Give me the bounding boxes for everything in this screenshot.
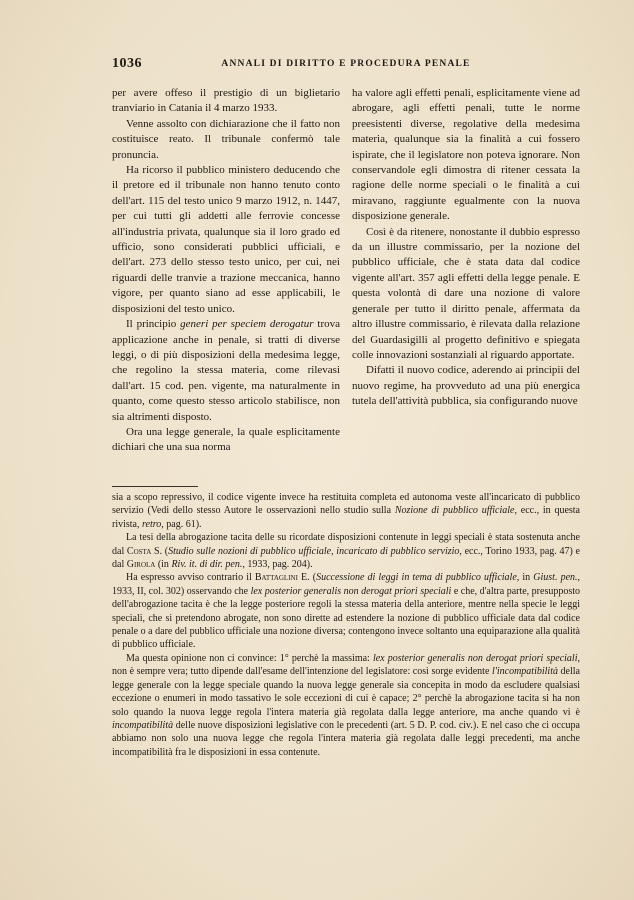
journal-citation: Giust. pen. — [533, 572, 578, 584]
latin-maxim: lex posterior generalis non derogat priori speciali — [372, 652, 578, 664]
text-italic: incompatibilità — [112, 719, 174, 731]
latin-maxim: generi per speciem derogatur — [180, 318, 314, 331]
page-number: 1036 — [112, 56, 142, 71]
page-header — [112, 56, 580, 76]
text-run: , ecc., Torino 1933, pag. 47) e dal — [112, 545, 580, 571]
paragraph: Difatti il nuovo codice, aderendo ai principii del nuovo regime, ha provveduto ad una più energica tutela dell'attività pubblica, sia configurando nuove — [352, 364, 580, 408]
text-run: , ecc., in questa rivista, — [112, 505, 580, 530]
paragraph: ha valore agli effetti penali, esplicitamente viene ad abrogare, agli effetti penali, tutte le norme preesistenti diverse, regolative della medesima materia, qualunque sia la finalità a cui fossero ispirate, che il legislatore non poteva ignorare. Non conservandole egli dimostra di ritener cessata la ragione delle norme speciali o le finalità a cui miravano, raggiunte egualmente con la nuova disposizione generale. — [352, 87, 580, 223]
text-run: , 1933, pag. 204). — [242, 559, 313, 571]
text-run: , non è sempre vera; tutto dipende dall'esame dell'intenzione del legislatore: così sorge evidente — [112, 652, 580, 678]
text-run: Ma questa opinione non ci convince: 1° perchè la massima: — [126, 652, 373, 664]
author-name: Girola — [126, 559, 156, 571]
footnote-paragraph — [112, 652, 580, 759]
text-run: delle nuove disposizioni legislative con le precedenti (art. 5 D. P. cod. civ.). E nel caso che ci occupa abbiamo non solo una nuova legge che regola l'intera materia già regolata dalle leggi precedenti, ma anche incompatibilità fra le disposizioni in essa contenute. — [112, 719, 580, 758]
paragraph: Venne assolto con dichiarazione che il fatto non costituisce reato. Il tribunale confermò tale pronuncia. — [112, 117, 340, 161]
right-column — [352, 86, 580, 410]
text-run: (in — [155, 559, 172, 571]
paragraph: per avere offeso il prestigio di un biglietario tranviario in Catania il 4 marzo 1933. — [112, 87, 340, 115]
footnotes — [112, 491, 580, 759]
author-name: Costa S. — [126, 545, 163, 557]
paragraph: Ha ricorso il pubblico ministero deducendo che il pretore ed il tribunale non hanno tenuto conto dell'art. 115 del testo unico 9 marzo 1912, n. 1447, per cui tutti gli addetti alle ferrovie concesse all'industria privata, qualunque sia il loro grado ed ufficio, sono considerati pubblici ufficiali, e dell'art. 273 dello stesso testo unico, per cui, nei riguardi delle tranvie a trazione meccanica, hanno vigore, per quanto siano ad esse applicabili, le disposizioni del testo unico. — [112, 164, 340, 315]
author-name: Battaglini E. — [254, 572, 310, 584]
title-citation: Successione di leggi in tema di pubblico ufficiale — [316, 572, 517, 584]
footnote-divider — [112, 486, 198, 487]
text-run: Ha espresso avviso contrario il — [126, 572, 255, 584]
text-run: , 1933, II, col. 302) osservando che — [112, 572, 581, 597]
title-citation: Nozione di pubblico ufficiale — [394, 505, 515, 517]
text-italic: l'incompatibilità — [491, 666, 558, 678]
text-run: trova applicazione anche in penale, si tratti di diverse leggi, o di più disposizioni della medesima legge, che regolino la stessa materia, come rilevasi dall'art. 15 cod. pen. vigente, ma naturalmente in quanto, come questo stesso articolo stabilisce, non sia altrimenti disposto. — [112, 318, 340, 423]
text-run: e che, d'altra parte, presupposto dell'abrogazione tacita è che la legge posteriore regoli la stessa materia della anteriore, mentre nella specie le leggi speciali, che si pretendono abrogate, non sono dirette ad estendere la nozione di pubblico ufficiale data dal codice penale o a dare del pubblico ufficiale una nozione diversa; contengono invece soltanto una equiparazione alla qualità di pubblico ufficiale. — [112, 585, 581, 651]
footnote-paragraph — [112, 571, 580, 651]
text-run: , in — [516, 572, 534, 584]
footnote-paragraph — [112, 491, 580, 531]
footnote-paragraph — [112, 531, 580, 571]
running-title: ANNALI DI DIRITTO E PROCEDURA PENALE — [221, 59, 471, 69]
journal-citation: Riv. it. di dir. pen. — [171, 559, 243, 571]
text-run: sia a scopo repressivo, il codice vigente invece ha restituita completa ed autonoma veste all'incaricato di pubblico servizio (Vedi dello stesso Autore le osservazioni nello studio sulla — [112, 492, 580, 517]
text-run: La tesi della abrogazione tacita delle su ricordate disposizioni contenute in leggi speciali è stata sostenuta anche dal — [112, 532, 580, 557]
text-run: della legge generale con la legge speciale quando la nuova legge generale sia concepita in modo da escludere qualsiasi eccezione o enumeri in modo tassativo le sole eccezioni di cui è capace; 2° perchè la abrogazione tacita si ha non solo quando la nuova legge regola l'intera materia già regolata dalla legge anteriore, ma anche quando vi è — [112, 666, 580, 718]
text-italic: retro — [142, 518, 162, 530]
latin-maxim: lex posterior generalis non derogat priori speciali — [250, 585, 452, 597]
text-run: ( — [309, 572, 317, 584]
text-run: , pag. 61). — [161, 518, 202, 530]
left-column — [112, 86, 340, 456]
text-run: Il principio — [126, 318, 181, 331]
paragraph — [112, 317, 340, 425]
title-citation: Studio sulle nozioni di pubblico ufficiale, incaricato di pubblico servizio — [168, 545, 460, 557]
paragraph: Ora una legge generale, la quale esplicitamente dichiari che una sua norma — [112, 425, 340, 454]
paragraph: Così è da ritenere, nonostante il dubbio espresso da un illustre commissario, per la nozione del pubblico ufficiale, che è stata data dal codice vigente all'art. 357 agli effetti della legge penale. E questa volontà di dare una nozione di valore generale per tutto il diritto penale, affermata da altro illustre commissario, è rilevata dalla relazione del Guardasigilli al progetto definitivo e spiegata colle innovazioni sostanziali al riguardo apportate. — [352, 225, 580, 361]
text-run: ( — [162, 545, 169, 557]
